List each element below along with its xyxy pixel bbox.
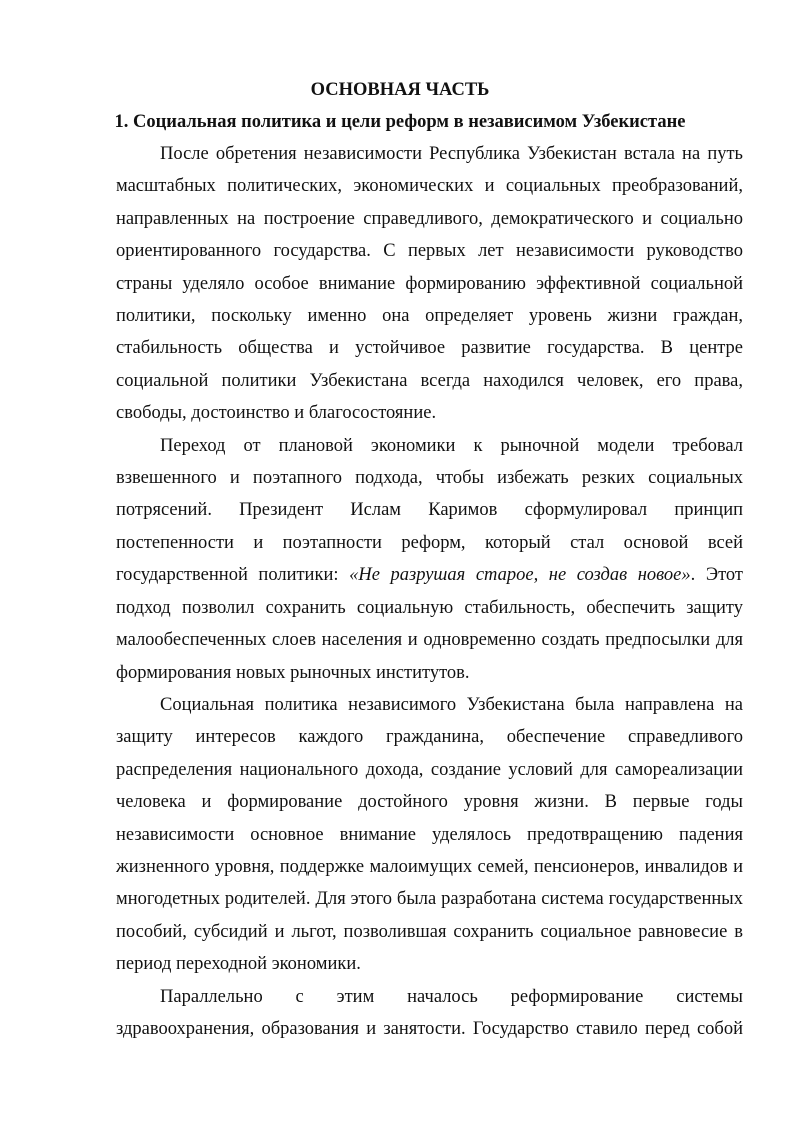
main-heading: ОСНОВНАЯ ЧАСТЬ [310,80,490,100]
body-text [116,138,743,1045]
paragraph-3: Социальная политика независимого Узбекистана была направлена на защиту интересов каждого гражданина, обеспечение справедливого распределения национального дохода, создание условий для самореализации человека и формирование достойного уровня жизни. В первые годы независимости основное внимание уделялось предотвращению падения жизненного уровня, поддержке малоимущих семей, пенсионеров, инвалидов и многодетных родителей. Для этого была разработана система государственных пособий, субсидий и льгот, позволившая сохранить социальное равновесие в период переходной экономики. [116,694,743,975]
paragraph-2-text-after: . Этот подход позволил сохранить социальную стабильность, обеспечить защиту малообеспеченных слоев населения и одновременно создать предпосылки для формирования новых рыночных институтов. [116,565,743,683]
paragraph-2-text-before: Переход от плановой экономики к рыночной модели требовал взвешенного и поэтапного подхода, чтобы избежать резких социальных потрясений. Президент Ислам Каримов сформулировал принцип постепенности и поэтапности реформ, который стал основой всей государственной политики: [116,435,743,586]
paragraph-2 [116,430,743,689]
paragraph-4: Параллельно с этим началось реформирование системы здравоохранения, образования и занятости. Государство ставило перед собой [116,986,743,1039]
section-title: 1. Социальная политика и цели реформ в независимом Узбекистане [114,112,686,132]
paragraph-1: После обретения независимости Республика Узбекистан встала на путь масштабных политических, экономических и социальных преобразований, направленных на построение справедливого, демократического и социально ориентированного государства. С первых лет независимости руководство страны уделяло особое внимание формированию эффективной социальной политики, поскольку именно она определяет уровень жизни граждан, стабильность общества и устойчивое развитие государства. В центре социальной политики Узбекистана всегда находился человек, его права, свободы, достоинство и благосостояние. [116,144,743,424]
paragraph-2-quote: «Не разрушая старое, не создав новое» [349,565,691,586]
